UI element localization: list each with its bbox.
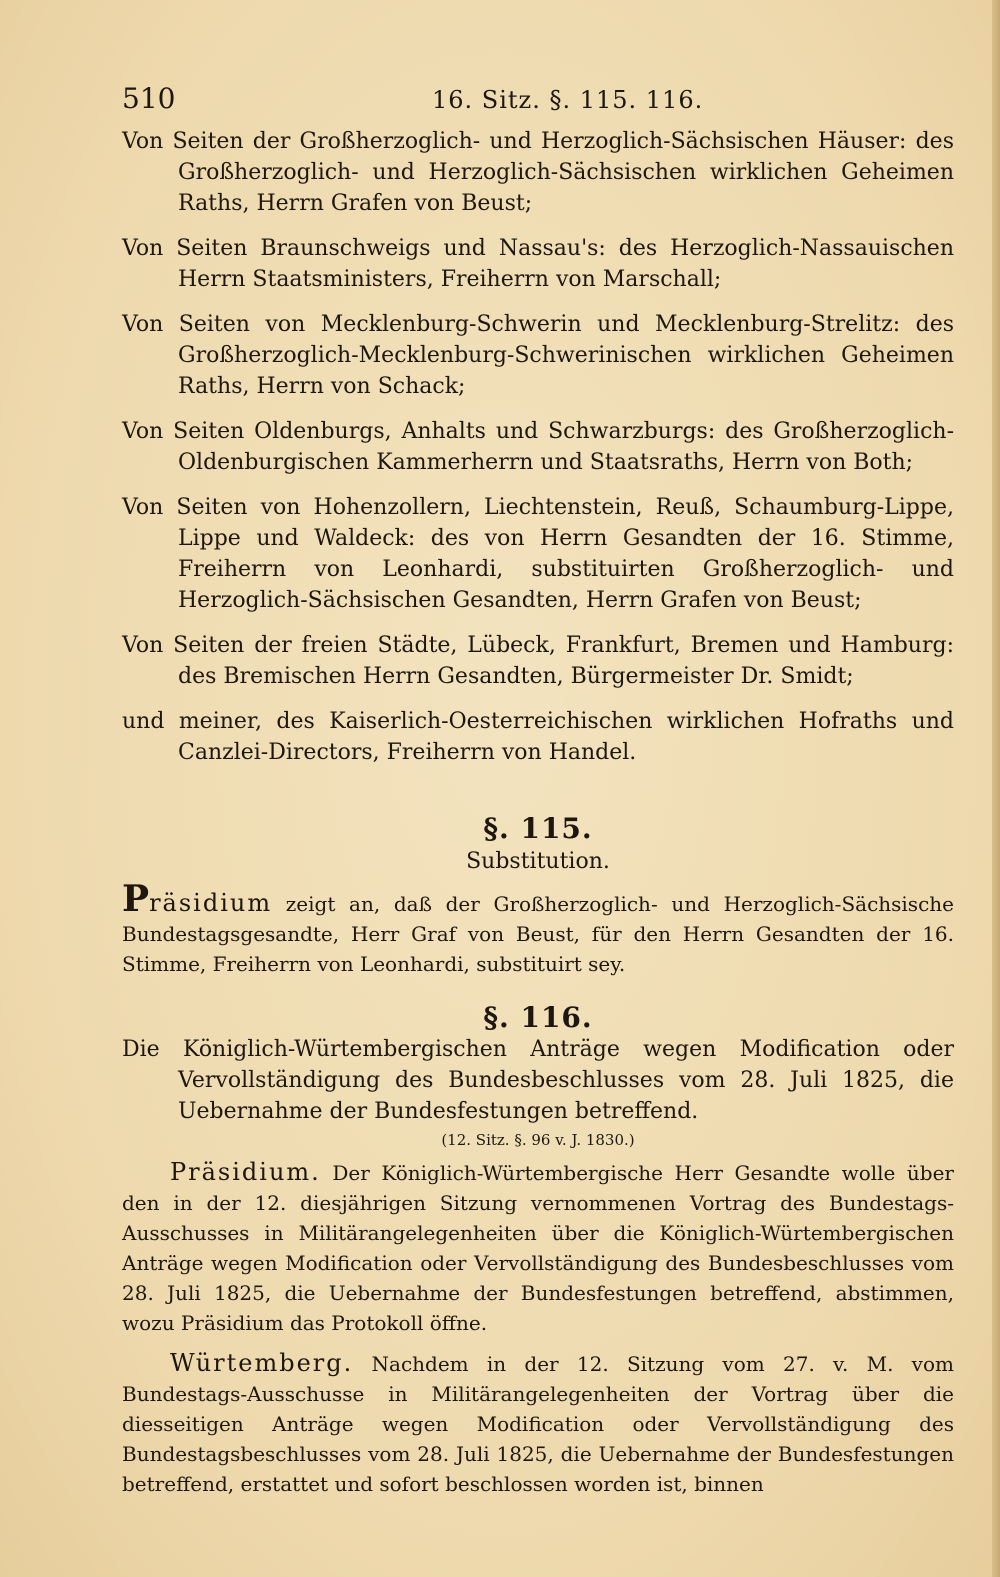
delegation-entry: Von Seiten von Hohenzollern, Liechtenstein, Reuß, Schaumburg-Lippe, Lippe und Waldeck: des von Herrn Gesandten der 16. Stimme, Freiherrn von Leonhardi, substituirten Großherzoglich- und Herzoglich-Sächsischen Gesandten, Herrn Grafen von Beust; bbox=[122, 495, 954, 613]
delegation-list bbox=[122, 126, 954, 782]
page-number: 510 bbox=[122, 82, 176, 115]
sections-block bbox=[122, 812, 954, 1509]
cross-reference: (12. Sitz. §. 96 v. J. 1830.) bbox=[441, 1131, 635, 1149]
page-edge-shadow bbox=[992, 0, 1000, 1577]
section-heading: §. 116. bbox=[483, 1001, 593, 1034]
paragraph-text: zeigt an, daß der Großherzoglich- und Herzoglich-Sächsische Bundestagsgesandte, Herr Graf von Beust, für den Herrn Gesandten der 16. Stimme, Freiherrn von Leonhardi, substituirt sey. bbox=[122, 892, 954, 976]
delegation-entry: Von Seiten Oldenburgs, Anhalts und Schwarzburgs: des Großherzoglich-Oldenburgischen Kammerherrn und Staatsraths, Herrn von Both; bbox=[122, 419, 954, 475]
delegation-entry: Von Seiten von Mecklenburg-Schwerin und Mecklenburg-Strelitz: des Großherzoglich-Mecklenburg-Schwerinischen wirklichen Geheimen Raths, Herrn von Schack; bbox=[122, 312, 954, 399]
running-head: 16. Sitz. §. 115. 116. bbox=[432, 86, 704, 114]
drop-cap: P bbox=[122, 878, 150, 920]
delegation-entry: Von Seiten der freien Städte, Lübeck, Frankfurt, Bremen und Hamburg: des Bremischen Herrn Gesandten, Bürgermeister Dr. Smidt; bbox=[122, 633, 954, 689]
section-paragraph bbox=[122, 1348, 954, 1499]
closing-signature-line: und meiner, des Kaiserlich-Oesterreichischen wirklichen Hofraths und Canzlei-Directors, Freiherrn von Handel. bbox=[122, 709, 954, 765]
section-paragraph bbox=[122, 1157, 954, 1338]
section-heading: §. 115. bbox=[483, 812, 593, 845]
delegation-entry: Von Seiten Braunschweigs und Nassau's: des Herzoglich-Nassauischen Herrn Staatsministers, Freiherrn von Marschall; bbox=[122, 236, 954, 292]
speaker-name: Präsidium. bbox=[170, 1158, 321, 1186]
paragraph-text: Nachdem in der 12. Sitzung vom 27. v. M. vom Bundestags-Ausschusse in Militärangelegenheiten der Vortrag über die diesseitigen Anträge wegen Modification oder Vervollständigung des Bundestagsbeschlusses vom 28. Juli 1825, die Uebernahme der Bundesfestungen betreffend, erstattet und sofort beschlossen worden ist, binnen bbox=[122, 1352, 954, 1496]
section-subheading: Substitution. bbox=[466, 849, 610, 874]
page-header bbox=[122, 82, 802, 122]
paragraph-text: Der Königlich-Würtembergische Herr Gesandte wolle über den in der 12. diesjährigen Sitzung vernommenen Vortrag des Bundestags-Ausschusses in Militärangelegenheiten über die Königlich-Würtembergischen Anträge wegen Modification oder Vervollständigung des Bundesbeschlusses vom 28. Juli 1825, die Uebernahme der Bundesfestungen betreffend, abstimmen, wozu Präsidium das Protokoll öffne. bbox=[122, 1161, 954, 1335]
speaker-name: Würtemberg. bbox=[170, 1349, 354, 1377]
section-115 bbox=[122, 812, 954, 979]
delegation-entry: Von Seiten der Großherzoglich- und Herzoglich-Sächsischen Häuser: des Großherzoglich- und Herzoglich-Sächsischen wirklichen Geheimen Raths, Herrn Grafen von Beust; bbox=[122, 129, 954, 216]
section-paragraph bbox=[122, 878, 954, 979]
section-title: Die Königlich-Würtembergischen Anträge wegen Modification oder Vervollständigung des Bundesbeschlusses vom 28. Juli 1825, die Uebernahme der Bundesfestungen betreffend. bbox=[122, 1037, 954, 1124]
section-116 bbox=[122, 1001, 954, 1499]
spaced-lead-word: räsidium bbox=[149, 889, 273, 917]
